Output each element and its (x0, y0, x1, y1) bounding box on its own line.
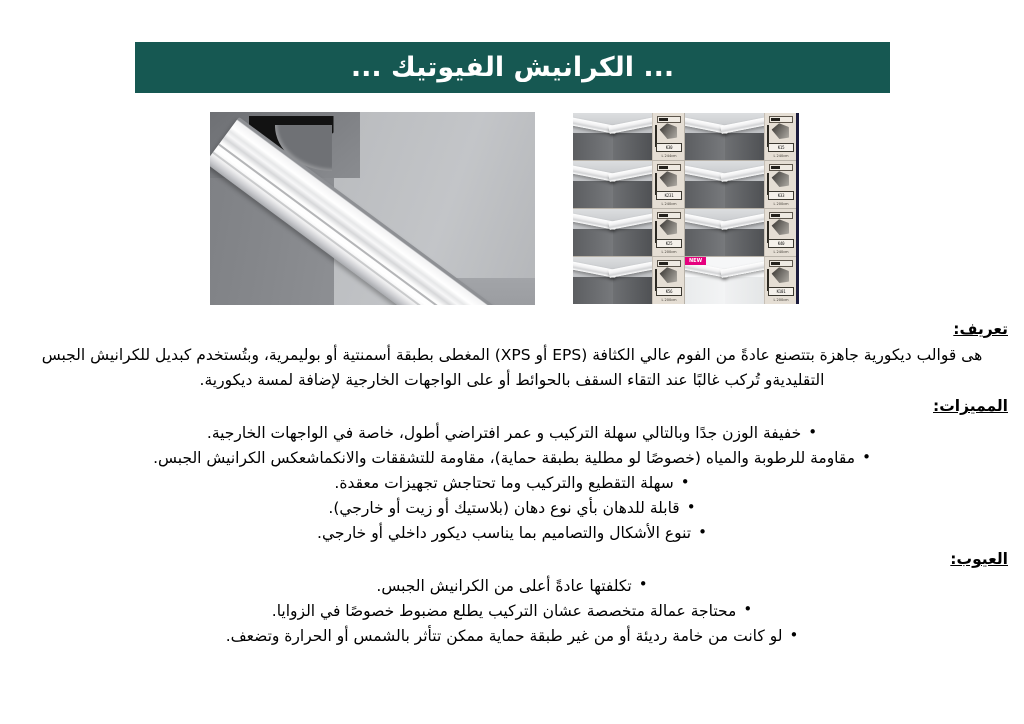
list-item (16, 471, 1008, 496)
catalog-code: K231 (656, 191, 682, 200)
profile-icon (658, 168, 680, 190)
list-item-text: خفيفة الوزن جدًا وبالتالي سهلة التركيب و عمر افتراضي أطول، خاصة في الواجهات الخارجية. (206, 423, 802, 442)
section-heading-definition: تعريف: (953, 320, 1008, 338)
catalog-spec (652, 257, 684, 304)
catalog-spec (652, 113, 684, 160)
dimension-bar-icon (769, 260, 793, 267)
catalog-wall-right (613, 229, 653, 256)
catalog-length: L 244cm (661, 154, 677, 158)
slide-title-bar (135, 42, 890, 93)
catalog-wall-left (685, 277, 725, 304)
list-item (16, 521, 1008, 546)
slide-body (16, 318, 1008, 651)
list-item-text: تنوع الأشكال والتصاميم بما يناسب ديكور داخلي أو خارجي. (317, 524, 692, 543)
catalog-photo (685, 161, 764, 208)
new-badge: NEW (685, 257, 706, 265)
catalog-grid (573, 113, 796, 304)
profile-icon (658, 216, 680, 238)
catalog-wall-right (613, 133, 653, 160)
dimension-bar-icon (769, 116, 793, 123)
catalog-length: L 240cm (773, 250, 789, 254)
profile-icon (770, 216, 792, 238)
catalog-photo (573, 257, 652, 304)
list-item-text: سهلة التقطيع والتركيب وما تحتاجش تجهيزات معقدة. (334, 473, 674, 492)
profile-icon (658, 120, 680, 142)
catalog-wall-right (613, 181, 653, 208)
catalog-length: L 200cm (773, 202, 789, 206)
catalog-wall-right (725, 229, 765, 256)
catalog-wall-left (573, 229, 613, 256)
catalog-wall-left (685, 229, 725, 256)
catalog-spec (652, 209, 684, 256)
bullet-icon: • (743, 600, 753, 619)
list-item-text: محتاجة عمالة متخصصة عشان التركيب يطلع مضبوط خصوصًا في الزوايا. (271, 601, 737, 620)
catalog-item (685, 161, 796, 208)
photo-moulding-strip (210, 116, 523, 305)
profile-icon (770, 264, 792, 286)
bullet-icon: • (680, 472, 690, 491)
catalog-spec (764, 209, 796, 256)
catalog-photo (573, 209, 652, 256)
catalog-spec (764, 161, 796, 208)
photo-moulding-group (236, 120, 535, 305)
catalog-wall-left (685, 133, 725, 160)
catalog-item (685, 257, 796, 304)
list-item-text: مقاومة للرطوبة والمياه (خصوصًا لو مطلية بطبقة حماية)، مقاومة للتشققات والانكماشعكس الكرانيش الجبس. (153, 448, 856, 467)
dimension-bar-icon (769, 212, 793, 219)
catalog-item (685, 209, 796, 256)
dimension-bar-icon (657, 260, 681, 267)
catalog-code: K56 (656, 287, 682, 296)
section-heading-drawbacks: العيوب: (950, 550, 1008, 569)
drawbacks-list (16, 574, 1008, 649)
bullet-icon: • (789, 625, 799, 644)
list-item (16, 599, 1008, 624)
catalog-code: K15 (768, 143, 794, 152)
catalog-photo (685, 113, 764, 160)
list-item-text: لو كانت من خامة رديئة أو من غير طبقة حماية ممكن تتأثر بالشمس أو الحرارة وتضعف. (225, 626, 783, 645)
catalog-length: L 200cm (661, 298, 677, 302)
catalog-length: L 200cm (773, 298, 789, 302)
catalog-code: K33 (768, 191, 794, 200)
profile-icon (770, 168, 792, 190)
catalog-photo (573, 161, 652, 208)
catalog-photo (685, 257, 764, 304)
list-item (16, 421, 1008, 446)
catalog-spec (764, 257, 796, 304)
cornice-photo (210, 112, 535, 305)
dimension-bar-icon (657, 164, 681, 171)
photo-moulding-groove (212, 151, 497, 305)
bullet-icon: • (638, 575, 648, 594)
catalog-wall-right (725, 277, 765, 304)
bullet-icon: • (698, 522, 707, 541)
catalog-spec (652, 161, 684, 208)
catalog-wall-left (685, 181, 725, 208)
catalog-wall-left (573, 133, 613, 160)
list-item-text: قابلة للدهان بأي نوع دهان (بلاستيك أو زيت أو خارجي). (328, 499, 680, 518)
catalog-wall-left (573, 181, 613, 208)
catalog-photo (685, 209, 764, 256)
catalog-item (573, 257, 684, 304)
catalog-length: L 240cm (661, 202, 677, 206)
catalog-length: L 240cm (773, 154, 789, 158)
definition-paragraph: هى قوالب ديكورية جاهزة بتتصنع عادةً من الفوم عالي الكثافة (EPS أو XPS) المغطى بطبقة أسمنتية أو بوليمرية، وبتُستخدم كبديل للكرانيش الجبس التقليديةو تُركب غالبًا عند التقاء السقف بالحوائط أو على الواجهات الخارجية لإضافة لمسة ديكورية. (41, 346, 983, 390)
list-item (16, 446, 1008, 471)
catalog-item (685, 113, 796, 160)
list-item (16, 624, 1008, 649)
bullet-icon: • (808, 422, 818, 441)
cornice-catalog (573, 113, 799, 304)
profile-icon (770, 120, 792, 142)
section-heading-features: المميزات: (933, 397, 1008, 416)
list-item (16, 574, 1008, 599)
photo-moulding-groove (218, 143, 503, 305)
dimension-bar-icon (769, 164, 793, 171)
catalog-wall-right (725, 133, 765, 160)
catalog-code: K101 (768, 287, 794, 296)
list-item (16, 496, 1008, 521)
catalog-item (573, 209, 684, 256)
bullet-icon: • (686, 497, 696, 516)
list-item-text: تكلفتها عادةً أعلى من الكرانيش الجبس. (376, 576, 632, 595)
catalog-spec (764, 113, 796, 160)
bullet-icon: • (862, 447, 871, 466)
catalog-code: K30 (656, 143, 682, 152)
catalog-photo (573, 113, 652, 160)
catalog-item (573, 113, 684, 160)
page-title: ... الكرانيش الفيوتيك ... (350, 52, 675, 83)
catalog-item (573, 161, 684, 208)
dimension-bar-icon (657, 212, 681, 219)
catalog-code: K40 (768, 239, 794, 248)
features-list (16, 421, 1008, 547)
profile-icon (658, 264, 680, 286)
catalog-wall-left (573, 277, 613, 304)
catalog-code: K25 (656, 239, 682, 248)
catalog-wall-right (725, 181, 765, 208)
catalog-wall-right (613, 277, 653, 304)
catalog-length: L 200cm (661, 250, 677, 254)
dimension-bar-icon (657, 116, 681, 123)
